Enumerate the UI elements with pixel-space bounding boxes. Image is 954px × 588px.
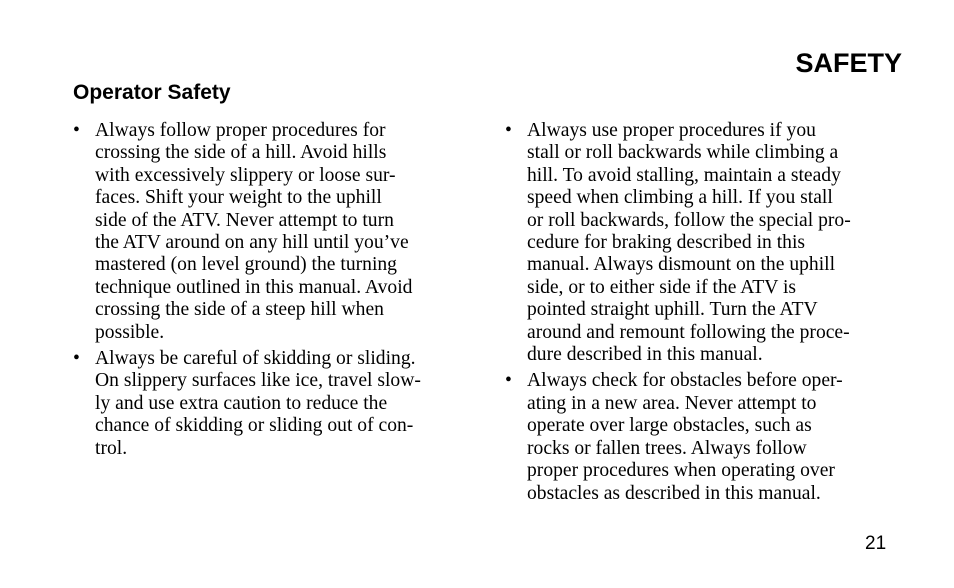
list-item	[73, 120, 473, 344]
list-item-text: Always check for obstacles before oper- ating in a new area. Never attempt to operate over large obstacles, such as rocks or fallen trees. Always follow proper procedures when operating over obstacles as described in this manual.	[527, 370, 843, 504]
section-header: SAFETY	[795, 48, 902, 78]
list-item	[505, 370, 905, 504]
left-column	[73, 120, 473, 464]
bullet-icon: •	[505, 370, 512, 392]
list-item-text: Always use proper procedures if you stall or roll backwards while climbing a hill. To avoid stalling, maintain a steady speed when climbing a hill. If you stall or roll backwards, follow the special pro- cedure for braking described in this manual. Always dismount on the uphill side, or to either side if the ATV is pointed straight uphill. Turn the ATV around and remount following the proce- dure described in this manual.	[527, 120, 851, 366]
right-column	[505, 120, 905, 509]
bullet-icon: •	[505, 120, 512, 141]
list-item	[73, 348, 473, 460]
page-title: Operator Safety	[73, 81, 231, 104]
list-item-text: Always be careful of skidding or sliding. On slippery surfaces like ice, travel slow- ly and use extra caution to reduce the chance of skidding or sliding out of con- trol.	[95, 348, 421, 459]
bullet-icon: •	[73, 348, 80, 370]
bullet-icon: •	[73, 120, 80, 141]
list-item-text: Always follow proper procedures for crossing the side of a hill. Avoid hills with excessively slippery or loose sur- faces. Shift your weight to the uphill side of the ATV. Never attempt to turn the ATV around on any hill until you’ve mastered (on level ground) the turning technique outlined in this manual. Avoid crossing the side of a steep hill when possible.	[95, 120, 413, 343]
page-number: 21	[865, 533, 887, 554]
list-item	[505, 120, 905, 366]
